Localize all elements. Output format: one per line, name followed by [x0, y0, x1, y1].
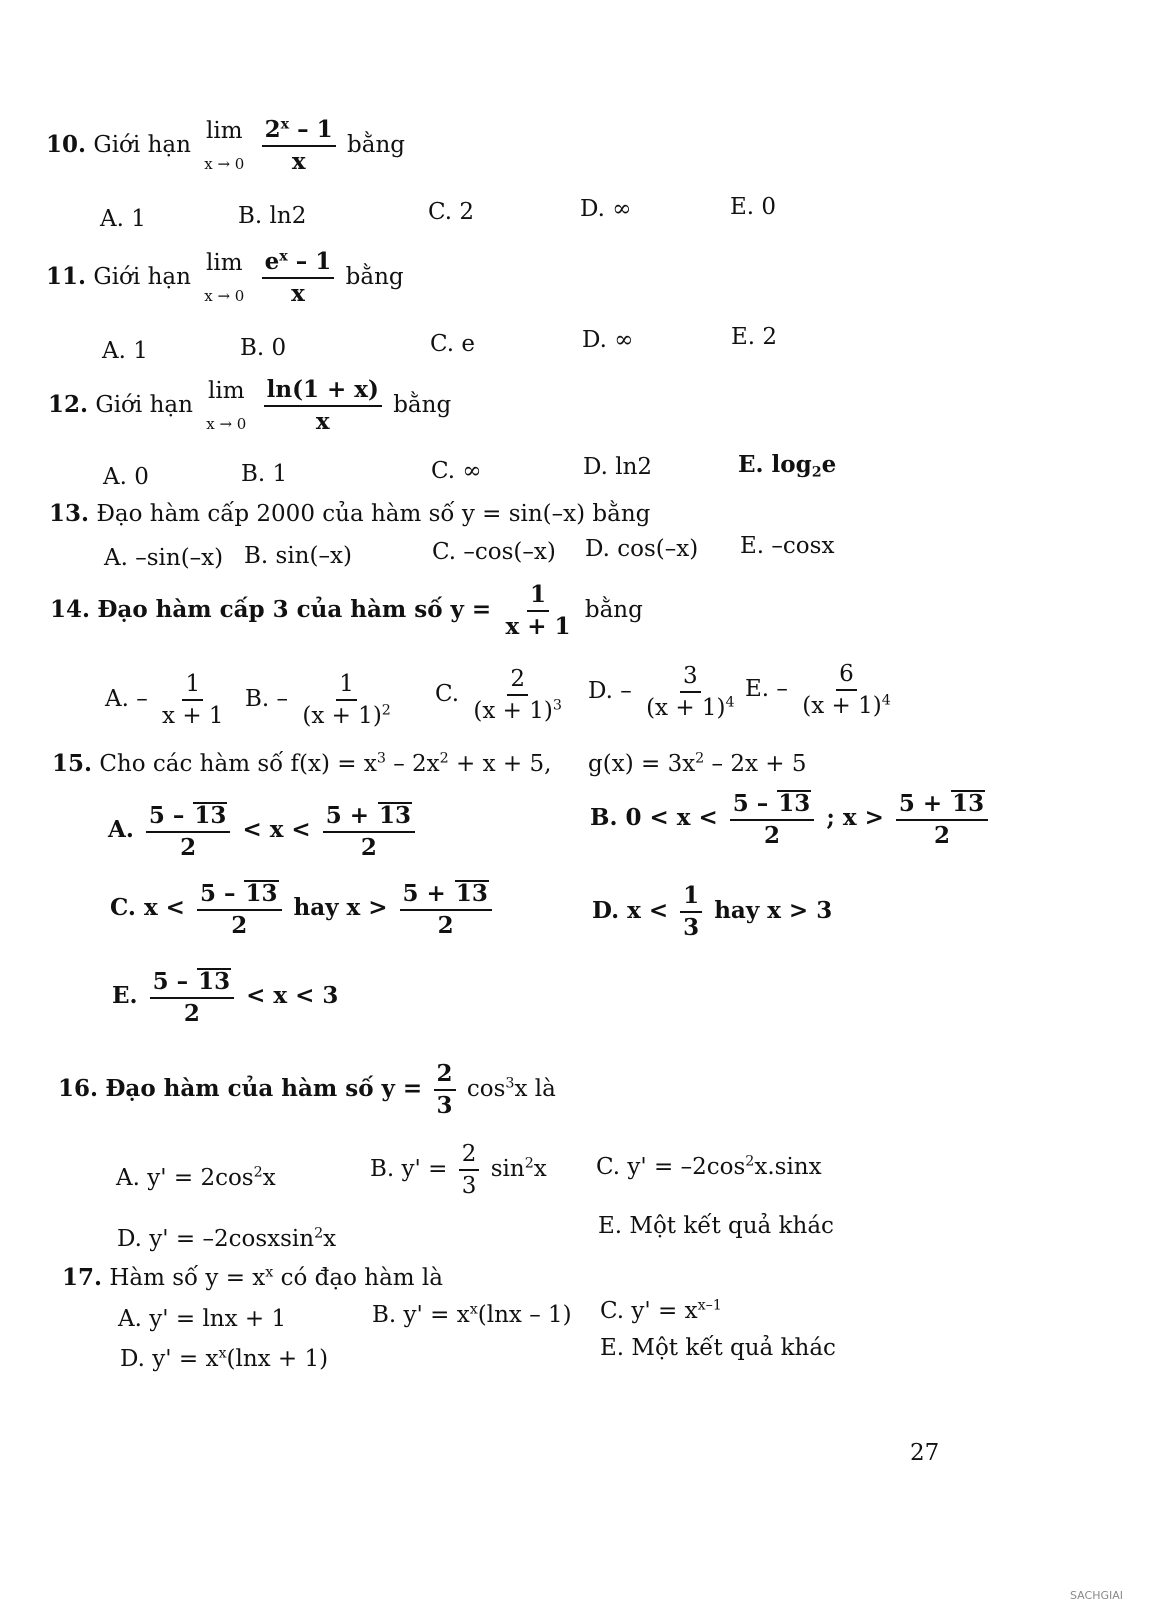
option-d: D. cos(–x)	[585, 536, 699, 562]
limit-fraction: $\frac{2^x - 1}{x}$	[262, 118, 336, 174]
option-c: C. –cos(–x)	[432, 539, 556, 565]
question-16: 16. Đạo hàm của hàm số y = $\frac{2}{3}$ $\cos^3x$ là	[58, 1060, 556, 1120]
option-a: A. 0	[103, 464, 149, 490]
option-a: A. – $\frac{1}{x + 1}$	[105, 671, 224, 730]
function-fraction: $\frac{1}{x + 1}$	[505, 581, 571, 641]
option-c: C. $y' = x^{x-1}$	[600, 1297, 722, 1324]
option-d: D. – $\frac{3}{(x + 1)^4}$	[588, 663, 735, 722]
option-e: E. – $\frac{6}{(x + 1)^4}$	[745, 661, 891, 720]
option-c: C. x < $\frac{5 - 13}{2}$ hay x > $\frac{5 + 13}{2}$	[110, 880, 496, 938]
limit-operator: lim x → 0	[204, 118, 245, 174]
option-a: A. $\frac{5 - 13}{2}$ < x < $\frac{5 + 13}{2}$	[108, 802, 419, 860]
option-a: A. 1	[100, 206, 146, 232]
question-15	[52, 752, 807, 776]
option-b: B. y' = $\frac{2}{3}$ $\sin^2x$	[370, 1141, 547, 1200]
limit-operator: lim x → 0	[204, 250, 245, 306]
option-d: D. ln2	[583, 454, 653, 480]
question-tail: bằng	[345, 264, 404, 291]
question-text: Hàm số $y = x^x$ có đạo hàm là	[109, 1264, 443, 1291]
option-b: B. sin(–x)	[244, 543, 352, 569]
question-tail: bằng	[393, 392, 452, 419]
question-intro: Giới hạn	[93, 132, 191, 159]
option-e: E. $\log_2e$	[738, 451, 837, 481]
question-number: 17.	[62, 1264, 103, 1291]
page-number: 27	[910, 1440, 940, 1466]
question-number: 14.	[50, 596, 91, 624]
option-d: D. ∞	[580, 196, 632, 222]
option-c: C. ∞	[431, 458, 482, 484]
option-e: E. 2	[731, 324, 778, 350]
option-b: B. – $\frac{1}{(x + 1)^2}$	[245, 671, 391, 730]
option-b: B. $y' = x^x(\ln x - 1)$	[372, 1301, 572, 1328]
question-number: 15.	[52, 750, 93, 777]
option-e: E. Một kết quả khác	[600, 1335, 836, 1361]
option-e: E. $\frac{5 - 13}{2}$ < x < 3	[112, 968, 339, 1028]
question-10	[46, 118, 405, 174]
question-intro: Giới hạn	[95, 392, 193, 419]
question-number: 11.	[46, 263, 87, 291]
option-b: B. 1	[241, 461, 288, 487]
option-b: B. ln2	[238, 203, 307, 229]
option-d: D. x < $\frac{1}{3}$ hay x > 3	[592, 882, 833, 942]
limit-operator: lim x → 0	[206, 378, 247, 434]
option-e: E. Một kết quả khác	[598, 1213, 834, 1239]
watermark-logo: SACHGIAI	[1070, 1589, 1124, 1602]
option-c: C. $y' = -2\cos^2x.\sin x$	[596, 1153, 822, 1180]
limit-fraction: $\frac{e^x - 1}{x}$	[262, 250, 335, 306]
option-d: D. ∞	[582, 327, 634, 353]
option-c: C. $\frac{2}{(x + 1)^3}$	[435, 666, 562, 725]
question-12	[48, 378, 451, 434]
option-a: A. $y' = 2\cos^2x$	[116, 1164, 276, 1191]
option-e: E. –cosx	[740, 533, 835, 559]
option-a: A. –sin(–x)	[104, 545, 224, 571]
question-17	[62, 1266, 443, 1290]
question-number: 12.	[48, 391, 89, 419]
question-text: Đạo hàm cấp 2000 của hàm số y = sin(–x) bằng	[96, 501, 651, 527]
question-tail: bằng	[584, 597, 643, 624]
question-text: Đạo hàm cấp 3 của hàm số y =	[97, 596, 492, 624]
option-c: C. e	[430, 331, 476, 357]
option-b: B. 0 < x < $\frac{5 - 13}{2}$ ; x > $\frac{5 + 13}{2}$	[590, 790, 992, 848]
question-11	[46, 250, 404, 306]
option-c: C. 2	[428, 199, 475, 225]
limit-fraction: $\frac{\ln(1 + x)}{x}$	[264, 378, 382, 434]
option-b: B. 0	[240, 335, 287, 361]
option-a: A. y' = lnx + 1	[118, 1306, 287, 1332]
question-14	[50, 583, 643, 639]
question-tail: bằng	[347, 132, 405, 159]
option-d: D. $y' = x^x(\ln x + 1)$	[120, 1345, 329, 1372]
question-text: Đạo hàm của hàm số y =	[105, 1075, 423, 1103]
question-13	[49, 502, 650, 526]
option-a: A. 1	[102, 338, 148, 364]
option-e: E. 0	[730, 194, 777, 220]
question-number: 10.	[46, 131, 87, 159]
question-number: 16.	[58, 1075, 99, 1103]
option-d: D. y' = –2cosxsin$^2$x	[117, 1225, 337, 1252]
function-g: $g(x) = 3x^2 - 2x + 5$	[588, 750, 807, 777]
question-number: 13.	[49, 500, 90, 527]
function-f: Cho các hàm số $f(x) = x^3 - 2x^2 + x + 5$,	[99, 750, 552, 777]
question-intro: Giới hạn	[93, 264, 191, 291]
